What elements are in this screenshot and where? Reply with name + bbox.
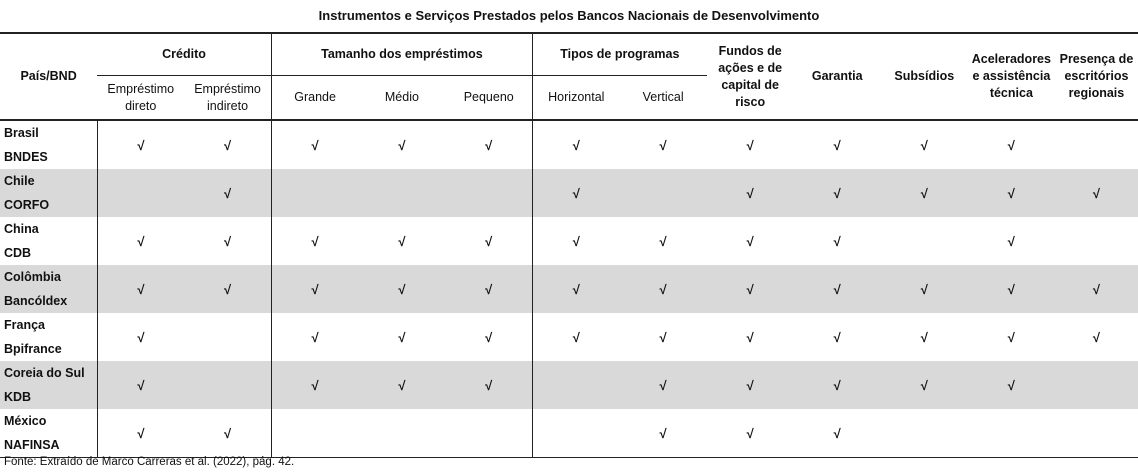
- check-cell: √: [1055, 169, 1138, 217]
- country-name: França: [4, 318, 45, 332]
- check-cell: √: [184, 120, 271, 169]
- check-cell: √: [794, 409, 881, 458]
- check-cell: √: [746, 233, 754, 249]
- row-country-cell: [0, 120, 97, 169]
- check-cell: [881, 409, 968, 458]
- header-country: País/BND: [20, 69, 77, 83]
- check-cell: √: [137, 233, 145, 249]
- check-cell: [1055, 361, 1138, 409]
- header-grande: Grande: [294, 90, 336, 104]
- check-cell: √: [97, 265, 184, 313]
- table-title: Instrumentos e Serviços Prestados pelos Bancos Nacionais de Desenvolvimento: [318, 8, 820, 23]
- check-cell: √: [311, 233, 319, 249]
- check-cell: √: [794, 169, 881, 217]
- bank-name: NAFINSA: [4, 438, 60, 452]
- table-row: [0, 265, 1138, 313]
- check-cell: √: [707, 409, 794, 458]
- source-note: Fonte: Extraído de Marco Carreras et al. (2022), pág. 42.: [4, 456, 295, 468]
- check-cell: √: [398, 233, 406, 249]
- table-row: [0, 169, 1138, 217]
- check-cell: √: [707, 361, 794, 409]
- header-fundos: Fundos de ações e de capital de risco: [718, 43, 783, 109]
- check-cell: √: [794, 265, 881, 313]
- check-cell: √: [920, 329, 928, 345]
- check-cell: [358, 169, 445, 217]
- check-cell: √: [445, 313, 532, 361]
- bank-name: CORFO: [4, 198, 50, 212]
- check-cell: √: [271, 265, 358, 313]
- check-cell: √: [920, 137, 928, 153]
- check-cell: √: [968, 361, 1055, 409]
- check-cell: √: [794, 361, 881, 409]
- country-name: Chile: [4, 174, 35, 188]
- check-cell: √: [311, 329, 319, 345]
- check-cell: [620, 169, 707, 217]
- row-country-cell: [0, 265, 97, 313]
- check-cell: √: [271, 361, 358, 409]
- check-cell: √: [311, 137, 319, 153]
- country-name: Coreia do Sul: [4, 366, 85, 380]
- row-country-cell: [0, 361, 97, 409]
- check-cell: √: [184, 409, 271, 458]
- check-cell: √: [445, 120, 532, 169]
- bank-name: Bpifrance: [4, 342, 62, 356]
- country-name: China: [4, 222, 39, 236]
- header-credito-indireto: Empréstimo indireto: [184, 76, 271, 121]
- header-tipos: Tipos de programas: [533, 33, 707, 76]
- check-cell: √: [1007, 233, 1015, 249]
- check-cell: √: [707, 265, 794, 313]
- check-cell: √: [707, 169, 794, 217]
- check-cell: [445, 409, 532, 458]
- check-cell: √: [358, 265, 445, 313]
- check-cell: [1055, 120, 1138, 169]
- check-cell: √: [968, 265, 1055, 313]
- instruments-table: [0, 32, 1138, 458]
- table-body: [0, 120, 1138, 458]
- row-country-cell: [0, 313, 97, 361]
- check-cell: [358, 409, 445, 458]
- header-tamanho: Tamanho dos empréstimos: [271, 33, 532, 76]
- check-cell: √: [833, 329, 841, 345]
- check-cell: √: [184, 217, 271, 265]
- check-cell: √: [833, 233, 841, 249]
- row-country-cell: [0, 169, 97, 217]
- header-garantia: Garantia: [811, 69, 863, 83]
- check-cell: √: [137, 137, 145, 153]
- check-cell: √: [746, 137, 754, 153]
- table-row: [0, 409, 1138, 458]
- check-cell: [1055, 217, 1138, 265]
- check-cell: √: [659, 329, 667, 345]
- check-cell: √: [1007, 137, 1015, 153]
- check-cell: √: [1055, 265, 1138, 313]
- check-cell: √: [572, 329, 580, 345]
- check-cell: √: [184, 169, 271, 217]
- check-cell: [184, 313, 271, 361]
- check-cell: [271, 169, 358, 217]
- check-cell: [184, 361, 271, 409]
- check-cell: [271, 409, 358, 458]
- check-cell: √: [398, 329, 406, 345]
- check-cell: [97, 169, 184, 217]
- check-cell: √: [833, 137, 841, 153]
- check-cell: √: [881, 169, 968, 217]
- check-cell: √: [445, 361, 532, 409]
- check-cell: √: [184, 265, 271, 313]
- country-name: Colômbia: [4, 270, 61, 284]
- check-cell: √: [533, 265, 620, 313]
- check-cell: √: [1092, 329, 1101, 345]
- country-name: México: [4, 414, 47, 428]
- check-cell: √: [398, 137, 406, 153]
- header-credito: Crédito: [97, 33, 271, 76]
- check-cell: [533, 361, 620, 409]
- check-cell: √: [97, 361, 184, 409]
- check-cell: [881, 217, 968, 265]
- bank-name: CDB: [4, 246, 32, 260]
- check-cell: √: [620, 265, 707, 313]
- check-cell: √: [572, 233, 580, 249]
- check-cell: √: [968, 169, 1055, 217]
- check-cell: √: [746, 329, 754, 345]
- check-cell: √: [97, 409, 184, 458]
- bank-name: KDB: [4, 390, 32, 404]
- table-row: [0, 217, 1138, 265]
- row-country-cell: [0, 409, 97, 458]
- header-subsidios: Subsídios: [894, 69, 955, 83]
- check-cell: [968, 409, 1055, 458]
- check-cell: √: [881, 265, 968, 313]
- table-row: [0, 361, 1138, 409]
- header-pequeno: Pequeno: [445, 76, 532, 121]
- check-cell: √: [620, 361, 707, 409]
- check-cell: √: [659, 233, 667, 249]
- header-presenca: Presença de escritórios regionais: [1059, 52, 1134, 100]
- check-cell: [533, 409, 620, 458]
- table-row: [0, 120, 1138, 169]
- check-cell: √: [358, 361, 445, 409]
- header-aceleradores: Aceleradores e assistência técnica: [971, 52, 1051, 100]
- bank-name: BNDES: [4, 150, 48, 164]
- check-cell: √: [137, 329, 145, 345]
- table-row: [0, 313, 1138, 361]
- header-medio: Médio: [384, 90, 419, 104]
- check-cell: √: [533, 169, 620, 217]
- check-cell: √: [659, 137, 667, 153]
- check-cell: [1055, 409, 1138, 458]
- check-cell: √: [881, 361, 968, 409]
- header-vertical: Vertical: [642, 90, 684, 104]
- country-name: Brasil: [4, 126, 39, 140]
- check-cell: √: [445, 265, 532, 313]
- header-credito-direto: Empréstimo direto: [107, 81, 175, 113]
- row-country-cell: [0, 217, 97, 265]
- check-cell: √: [572, 137, 580, 153]
- check-cell: √: [620, 409, 707, 458]
- check-cell: [445, 169, 532, 217]
- check-cell: √: [1007, 329, 1015, 345]
- bank-name: Bancóldex: [4, 294, 68, 308]
- check-cell: √: [445, 217, 532, 265]
- header-horizontal: Horizontal: [548, 90, 605, 104]
